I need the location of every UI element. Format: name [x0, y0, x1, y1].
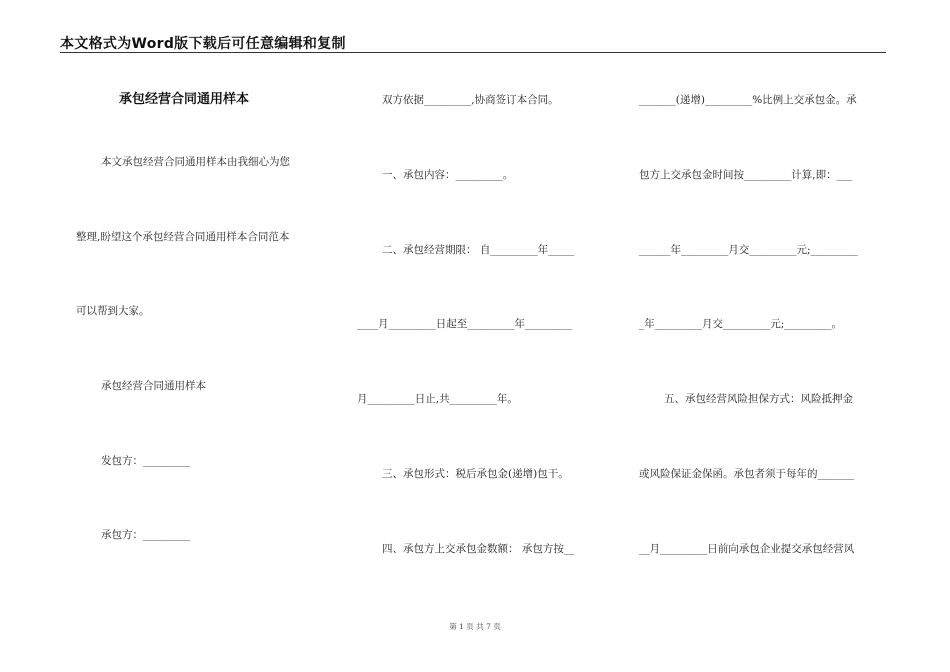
right-line-6: 或风险保证金保函。承包者须于每年的_______: [639, 468, 855, 480]
right-line-5: 五、承包经营风险担保方式：风险抵押金: [664, 393, 853, 405]
party-b-line: 承包方：_________: [101, 529, 191, 541]
intro-line-3: 可以帮到大家。: [76, 305, 150, 317]
right-line-3: ______年_________月交_________元;_________: [639, 244, 858, 256]
header-divider: [60, 52, 886, 53]
right-line-7: __月_________日前向承包企业提交承包经营风: [639, 543, 855, 555]
middle-line-5: 月_________日止,共_________年。: [357, 393, 518, 405]
right-line-2: 包方上交承包金时间按_________计算,即：___: [639, 169, 853, 181]
middle-line-7: 四、承包方上交承包金数额： 承包方按__: [382, 543, 575, 555]
middle-line-3: 二、承包经营期限： 自_________年_____: [382, 244, 575, 256]
intro-line-1: 本文承包经营合同通用样本由我细心为您: [101, 156, 290, 168]
middle-line-4: ____月_________日起至_________年_________: [357, 318, 573, 330]
download-banner: 本文格式为Word版下载后可任意编辑和复制: [60, 36, 346, 52]
party-a-line: 发包方：_________: [101, 455, 191, 467]
page-number: 第 1 页 共 7 页: [449, 622, 501, 631]
document-title: 承包经营合同通用样本: [119, 92, 250, 107]
intro-line-2: 整理,盼望这个承包经营合同通用样本合同范本: [76, 231, 290, 243]
section-heading: 承包经营合同通用样本: [101, 380, 206, 392]
right-line-1: _______(递增)_________%比例上交承包金。承: [639, 94, 857, 106]
middle-line-1: 双方依据_________,协商签订本合同。: [382, 94, 559, 106]
right-line-4: _年_________月交_________元;_________。: [639, 318, 843, 330]
middle-line-2: 一、承包内容：_________。: [382, 169, 514, 181]
middle-line-6: 三、承包形式：税后承包金(递增)包干。: [382, 468, 569, 480]
